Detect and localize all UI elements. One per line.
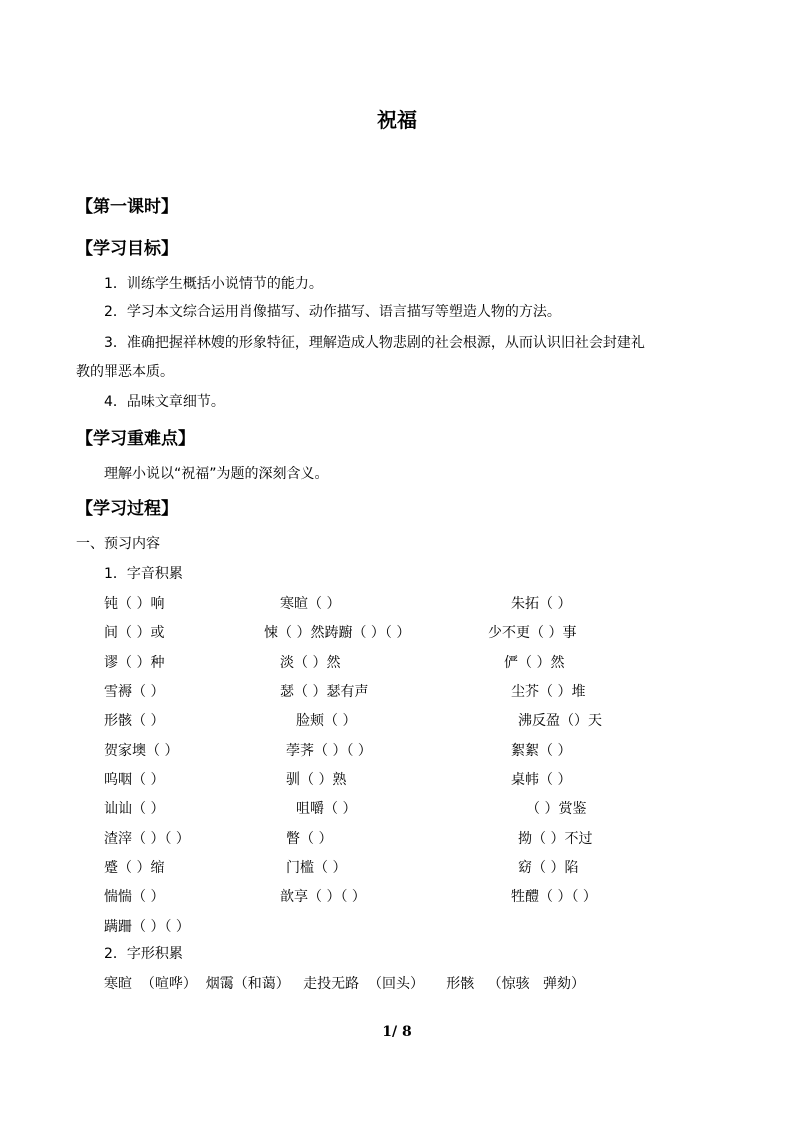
pronunciation-cell: 尘芥（ ）堆 — [511, 684, 586, 700]
pronunciation-cell: 讪讪（ ） — [104, 801, 165, 817]
difficulty-text: 理解小说以“祝福”为题的深刻含义。 — [104, 466, 329, 482]
pronunciation-cell: 寒暄（ ） — [280, 596, 341, 612]
pronunciation-cell: 脸颊（ ） — [296, 713, 357, 729]
lesson-heading: 【第一课时】 — [76, 197, 178, 217]
subsection-title: 2．字形积累 — [104, 946, 183, 962]
pronunciation-cell: 谬（ ）种 — [104, 655, 165, 671]
pronunciation-cell: 形骸（ ） — [104, 713, 165, 729]
pronunciation-cell: 悚（ ）然踌躕（ ）（ ） — [264, 625, 411, 641]
goal-item-continuation: 教的罪恶本质。 — [76, 364, 174, 380]
pronunciation-cell: 呜咽（ ） — [104, 772, 165, 788]
pronunciation-cell: 雪褥（ ） — [104, 684, 165, 700]
pronunciation-cell: 瑟（ ）瑟有声 — [280, 684, 369, 700]
pronunciation-cell: 牲醴（ ）（ ） — [511, 889, 597, 905]
section-title: 一、预习内容 — [76, 536, 160, 552]
page-number: 1/ 8 — [382, 1024, 412, 1040]
pronunciation-cell: 歆享（ ）（ ） — [280, 889, 366, 905]
pronunciation-cell: 咀嚼（ ） — [296, 801, 357, 817]
document-title: 祝福 — [377, 108, 417, 132]
pronunciation-cell: 朱拓（ ） — [511, 596, 572, 612]
goal-item: 2．学习本文综合运用肖像描写、动作描写、语言描写等塑造人物的方法。 — [104, 304, 561, 320]
pronunciation-cell: 淡（ ）然 — [280, 655, 341, 671]
pronunciation-cell: 少不更（ ）事 — [488, 625, 577, 641]
pronunciation-cell: 惴惴（ ） — [104, 889, 165, 905]
pronunciation-cell: 钝（ ）响 — [104, 596, 165, 612]
pronunciation-cell: 荸荠（ ）（ ） — [286, 743, 372, 759]
goals-heading: 【学习目标】 — [76, 239, 178, 259]
pronunciation-cell: 窈（ ）陷 — [518, 860, 579, 876]
pronunciation-cell: 絮絮（ ） — [511, 743, 572, 759]
pronunciation-cell: 瞥（ ） — [286, 831, 333, 847]
pronunciation-cell: （ ）赏鉴 — [526, 801, 587, 817]
goal-item: 1．训练学生概括小说情节的能力。 — [104, 276, 323, 292]
pronunciation-cell: 渣滓（ ）（ ） — [104, 831, 190, 847]
pronunciation-cell: 驯（ ）熟 — [286, 772, 347, 788]
pronunciation-cell: 蹒跚（ ）（ ） — [104, 919, 190, 935]
process-heading: 【学习过程】 — [76, 499, 178, 519]
pronunciation-cell: 门槛（ ） — [286, 860, 347, 876]
pronunciation-cell: 间（ ）或 — [104, 625, 165, 641]
pronunciation-cell: 俨（ ）然 — [504, 655, 565, 671]
glyph-line: 寒暄 （喧哗） 烟霭（和蔼） 走投无路 （回头） 形骸 （惊骇 弹劾） — [104, 976, 586, 992]
subsection-title: 1．字音积累 — [104, 566, 183, 582]
difficulty-heading: 【学习重难点】 — [76, 429, 195, 449]
goal-item: 4．品味文章细节。 — [104, 394, 225, 410]
pronunciation-cell: 拗（ ）不过 — [518, 831, 593, 847]
pronunciation-cell: 蹙（ ）缩 — [104, 860, 165, 876]
goal-item: 3．准确把握祥林嫂的形象特征，理解造成人物悲剧的社会根源，从而认识旧社会封建礼 — [104, 335, 645, 351]
pronunciation-cell: 贺家墺（ ） — [104, 743, 179, 759]
pronunciation-cell: 桌帏（ ） — [511, 772, 572, 788]
pronunciation-cell: 沸反盈（）天 — [518, 713, 602, 729]
